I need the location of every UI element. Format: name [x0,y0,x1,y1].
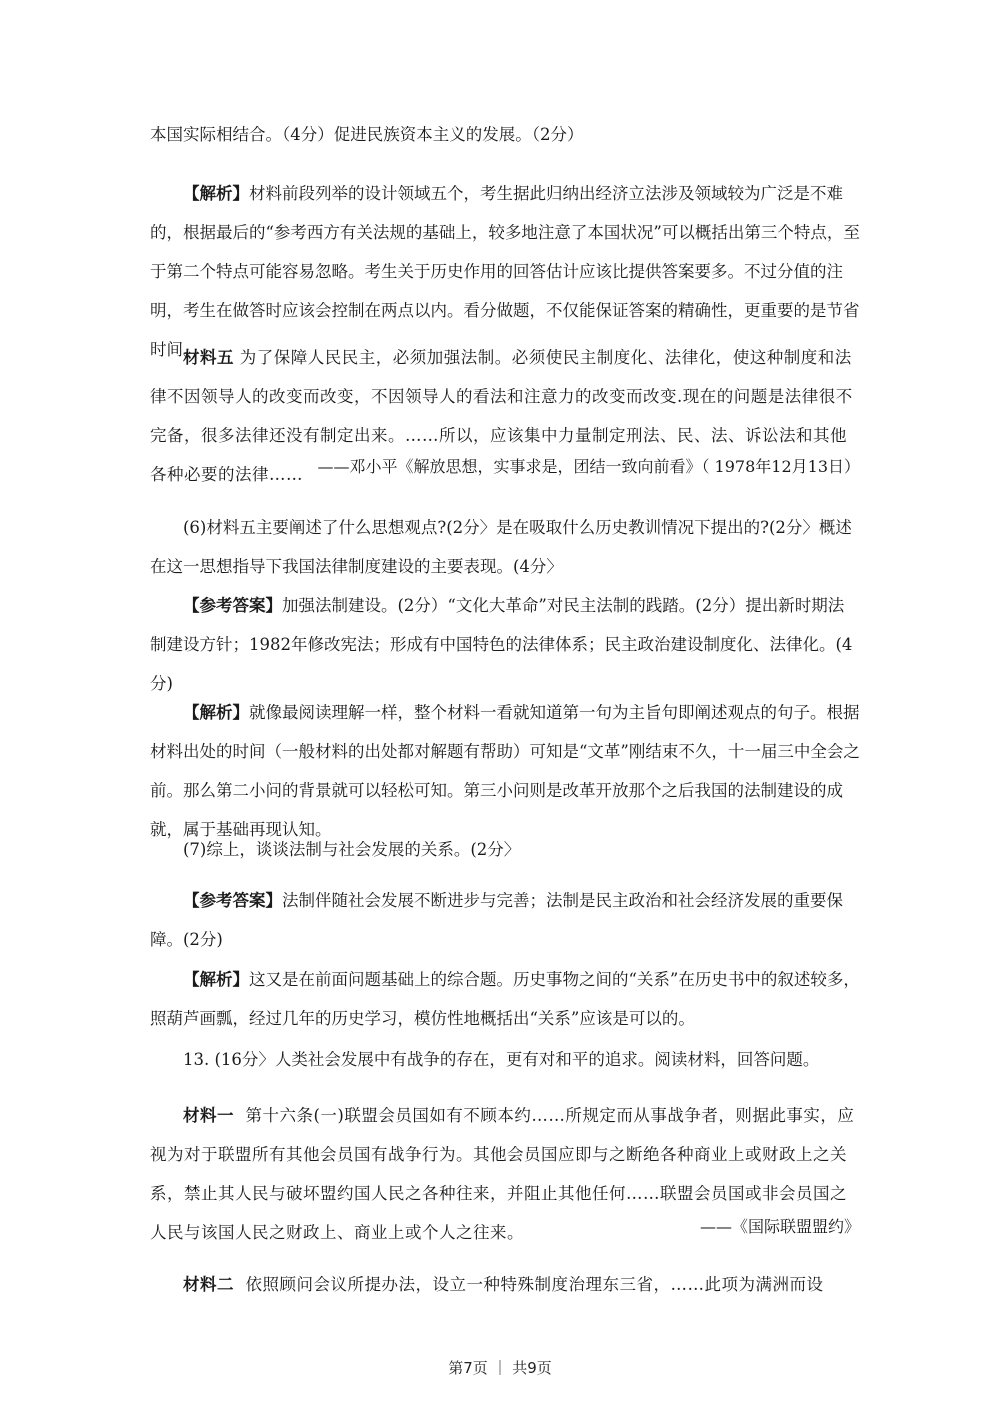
material-label: 材料五 [183,348,234,367]
question-13 [150,1040,860,1079]
material-label: 材料二 [183,1275,234,1294]
answer-continuation-text: 本国实际相结合。（4分）促进民族资本主义的发展。（2分） [150,125,584,144]
analysis-label: 【解析】 [183,184,249,203]
answer-7 [150,881,860,959]
answer-continuation [150,115,860,154]
analysis-text: 这又是在前面问题基础上的综合题。历史事物之间的“关系”在历史书中的叙述较多，照葫芦画瓢，经过几年的历史学习，模仿性地概括出“关系”应该是可以的。 [150,970,860,1028]
analysis-label: 【解析】 [183,703,249,722]
answer-6 [150,586,860,703]
analysis-label: 【解析】 [183,970,249,989]
analysis-text: 材料前段列举的设计领域五个，考生据此归纳出经济立法涉及领域较为广泛是不难的，根据最后的“参考西方有关法规的基础上，较多地注意了本国状况”可以概括出第三个特点，至于第二个特点可能容易忽略。考生关于历史作用的回答估计应该比提供答案要多。不过分值的注明，考生在做答时应该会控制在两点以内。看分做题，不仅能保证答案的精确性，更重要的是节省时间。 [150,184,860,359]
answer-text: 加强法制建设。(2分）“文化大革命”对民主法制的践踏。(2分）提出新时期法制建设方针；1982年修改宪法；形成有中国特色的法律体系；民主政治建设制度化、法律化。(4分) [150,596,853,693]
material-two [150,1265,860,1304]
answer-text: 法制伴随社会发展不断进步与完善；法制是民主政治和社会经济发展的重要保障。(2分) [150,891,843,949]
material-text: 依照顾问会议所提办法，设立一种特殊制度治理东三省，……此项为满洲而设 [245,1275,824,1294]
answer-label: 【参考答案】 [183,596,282,615]
material-text: 为了保障人民民主，必须加强法制。必须使民主制度化、法律化，使这种制度和法律不因领导人的改变而改变，不因领导人的看法和注意力的改变而改变.现在的问题是法律很不完备，很多法律还没有制定出来。……所以，应该集中力量制定刑法、民、法、诉讼法和其他各种必要的法律…… [150,348,853,484]
material-one-source: ——《国际联盟盟约》 [699,1217,860,1236]
answer-label: 【参考答案】 [183,891,282,910]
question-text: (6)材料五主要阐述了什么思想观点?(2分〉是在吸取什么历史教训情况下提出的?(2分〉概述在这一思想指导下我国法律制度建设的主要表现。(4分〉 [150,518,852,576]
analysis-7 [150,960,860,1038]
analysis-6 [150,693,860,849]
question-7 [150,830,860,869]
material-five-source: ——邓小平《解放思想，实事求是，团结一致向前看》（ 1978年12月13日） [317,457,860,476]
question-text: (7)综上，谈谈法制与社会发展的关系。(2分〉 [183,840,521,859]
question-6 [150,508,860,586]
material-text: 第十六条(一)联盟会员国如有不顾本约……所规定而从事战争者，则据此事实，应视为对于联盟所有其他会员国有战争行为。其他会员国应即与之断绝各种商业上或财政上之关系，禁止其人民与破坏盟约国人民之各种往来，并阻止其他任何……联盟会员国或非会员国之人民与该国人民之财政上、商业上或个人之往来。 [150,1106,855,1242]
analysis-text: 就像最阅读理解一样，整个材料一看就知道第一句为主旨句即阐述观点的句子。根据材料出处的时间（一般材料的出处都对解题有帮助）可知是“文革”刚结束不久，十一届三中全会之前。那么第二小问的背景就可以轻松可知。第三小问则是改革开放那个之后我国的法制建设的成就，属于基础再现认知。 [150,703,860,839]
page-footer: 第7页 ｜ 共9页 [448,1359,552,1377]
question-text: 13. (16分〉人类社会发展中有战争的存在，更有对和平的追求。阅读材料，回答问题。 [183,1050,820,1069]
material-label: 材料一 [183,1106,234,1125]
